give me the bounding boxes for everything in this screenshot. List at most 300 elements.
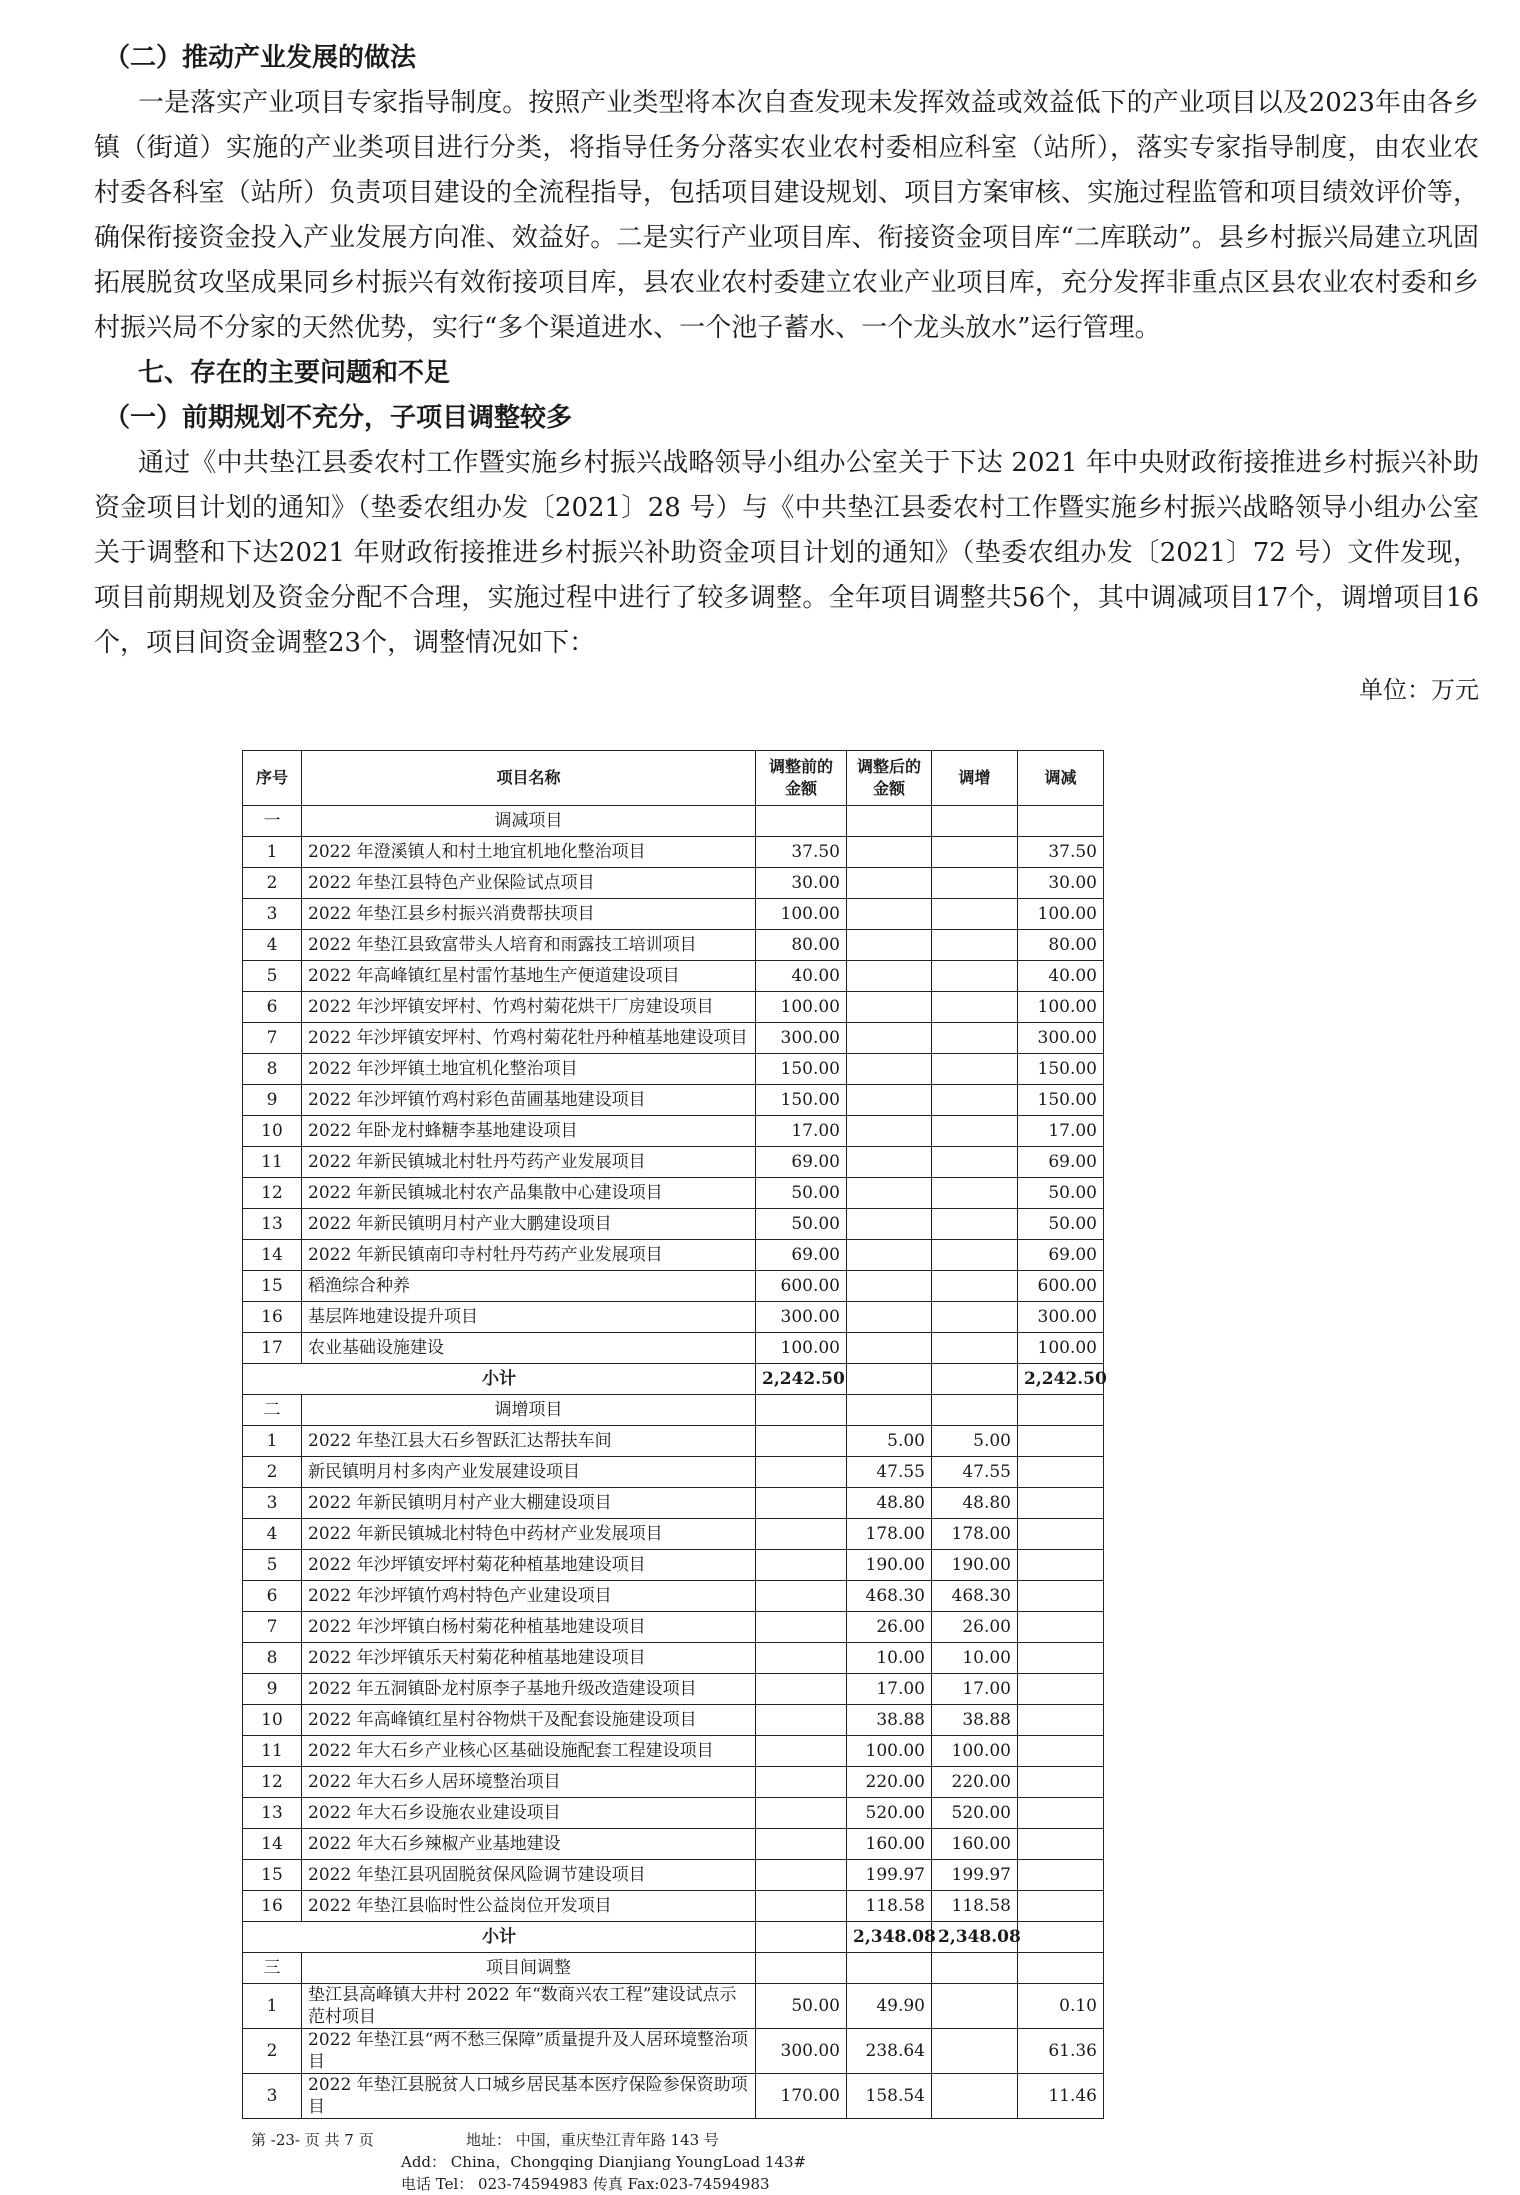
table-row [243, 1426, 1104, 1457]
decrease: 2,242.50 [1018, 1364, 1104, 1395]
amount-before: 100.00 [756, 992, 847, 1023]
row-number: 16 [243, 1891, 302, 1922]
amount-after [847, 1054, 932, 1085]
project-name: 2022 年垫江县特色产业保险试点项目 [302, 868, 756, 899]
amount-before [756, 1550, 847, 1581]
project-name: 新民镇明月村多肉产业发展建设项目 [302, 1457, 756, 1488]
table-row [243, 1333, 1104, 1364]
decrease [1018, 1705, 1104, 1736]
amount-before [756, 1581, 847, 1612]
decrease: 100.00 [1018, 1333, 1104, 1364]
table-row [243, 1581, 1104, 1612]
row-number: 6 [243, 992, 302, 1023]
row-number: 12 [243, 1178, 302, 1209]
amount-before [756, 1798, 847, 1829]
amount-before: 17.00 [756, 1116, 847, 1147]
amount-after: 2,348.08 [847, 1922, 932, 1953]
subtotal-label: 小计 [243, 1364, 756, 1395]
table-row [243, 1612, 1104, 1643]
amount-after: 190.00 [847, 1550, 932, 1581]
section-row [243, 806, 1104, 837]
empty-cell [847, 1953, 932, 1984]
col-header: 调整前的金额 [756, 751, 847, 806]
amount-before: 150.00 [756, 1054, 847, 1085]
section-row [243, 1953, 1104, 1984]
decrease [1018, 1550, 1104, 1581]
amount-after: 38.88 [847, 1705, 932, 1736]
amount-after: 178.00 [847, 1519, 932, 1550]
decrease: 37.50 [1018, 837, 1104, 868]
increase: 160.00 [932, 1829, 1018, 1860]
decrease: 11.46 [1018, 2074, 1104, 2119]
row-number: 14 [243, 1240, 302, 1271]
table-row [243, 837, 1104, 868]
decrease [1018, 1829, 1104, 1860]
row-number: 8 [243, 1054, 302, 1085]
project-name: 2022 年垫江县巩固脱贫保风险调节建设项目 [302, 1860, 756, 1891]
increase [932, 1147, 1018, 1178]
footer-address-en: Add： China，Chongqing Dianjiang YoungLoad 143# [401, 2153, 807, 2171]
project-name: 2022 年大石乡人居环境整治项目 [302, 1767, 756, 1798]
table-row [243, 868, 1104, 899]
increase: 118.58 [932, 1891, 1018, 1922]
increase [932, 868, 1018, 899]
amount-before [756, 1829, 847, 1860]
table-row [243, 1643, 1104, 1674]
table-row [243, 1116, 1104, 1147]
row-number: 8 [243, 1643, 302, 1674]
increase: 26.00 [932, 1612, 1018, 1643]
amount-after [847, 899, 932, 930]
decrease: 69.00 [1018, 1147, 1104, 1178]
table-row [243, 1519, 1104, 1550]
decrease [1018, 1643, 1104, 1674]
section-title: 调减项目 [302, 806, 756, 837]
amount-before: 50.00 [756, 1984, 847, 2029]
table-row [243, 961, 1104, 992]
increase [932, 1240, 1018, 1271]
row-number: 1 [243, 1426, 302, 1457]
col-header: 项目名称 [302, 751, 756, 806]
paragraph: 一是落实产业项目专家指导制度。按照产业类型将本次自查发现未发挥效益或效益低下的产业项目以及2023年由各乡镇（街道）实施的产业类项目进行分类，将指导任务分落实农业农村委相应科室（站所），落实专家指导制度，由农业农村委各科室（站所）负责项目建设的全流程指导，包括项目建设规划、项目方案审核、实施过程监管和项目绩效评价等，确保衔接资金投入产业发展方向准、效益好。二是实行产业项目库、衔接资金项目库“二库联动”。县乡村振兴局建立巩固拓展脱贫攻坚成果同乡村振兴有效衔接项目库，县农业农村委建立农业产业项目库，充分发挥非重点区县农业农村委和乡村振兴局不分家的天然优势，实行“多个渠道进水、一个池子蓄水、一个龙头放水”运行管理。 [94, 88, 1479, 343]
increase: 190.00 [932, 1550, 1018, 1581]
project-name: 2022 年垫江县临时性公益岗位开发项目 [302, 1891, 756, 1922]
project-name: 稻渔综合种养 [302, 1271, 756, 1302]
project-name: 2022 年沙坪镇土地宜机化整治项目 [302, 1054, 756, 1085]
table-row [243, 1178, 1104, 1209]
amount-before [756, 1519, 847, 1550]
amount-after: 220.00 [847, 1767, 932, 1798]
section-heading: （二）推动产业发展的做法 [104, 43, 417, 73]
row-number: 10 [243, 1116, 302, 1147]
increase [932, 961, 1018, 992]
row-number: 2 [243, 868, 302, 899]
amount-after: 17.00 [847, 1674, 932, 1705]
section-title: 项目间调整 [302, 1953, 756, 1984]
amount-after [847, 992, 932, 1023]
project-name: 2022 年沙坪镇竹鸡村特色产业建设项目 [302, 1581, 756, 1612]
amount-before: 50.00 [756, 1209, 847, 1240]
decrease: 80.00 [1018, 930, 1104, 961]
page-footer [0, 2129, 1520, 2195]
table-row [243, 1488, 1104, 1519]
decrease [1018, 1612, 1104, 1643]
project-name: 2022 年五洞镇卧龙村原李子基地升级改造建设项目 [302, 1674, 756, 1705]
decrease: 150.00 [1018, 1054, 1104, 1085]
amount-before: 69.00 [756, 1147, 847, 1178]
amount-before: 80.00 [756, 930, 847, 961]
table-row [243, 1767, 1104, 1798]
increase: 199.97 [932, 1860, 1018, 1891]
subsection-heading: （一）前期规划不充分，子项目调整较多 [104, 403, 573, 433]
table-row [243, 930, 1104, 961]
unit-label: 单位：万元 [1359, 676, 1479, 704]
project-name: 2022 年新民镇南印寺村牡丹芍药产业发展项目 [302, 1240, 756, 1271]
decrease: 50.00 [1018, 1178, 1104, 1209]
increase: 17.00 [932, 1674, 1018, 1705]
amount-before: 30.00 [756, 868, 847, 899]
amount-before [756, 1736, 847, 1767]
increase [932, 1116, 1018, 1147]
amount-before: 2,242.50 [756, 1364, 847, 1395]
project-name: 2022 年沙坪镇乐天村菊花种植基地建设项目 [302, 1643, 756, 1674]
table-row [243, 1984, 1104, 2029]
decrease: 61.36 [1018, 2029, 1104, 2074]
decrease [1018, 1798, 1104, 1829]
amount-before [756, 1767, 847, 1798]
project-name: 2022 年沙坪镇安坪村、竹鸡村菊花牡丹种植基地建设项目 [302, 1023, 756, 1054]
amount-before [756, 1457, 847, 1488]
increase [932, 930, 1018, 961]
project-name: 2022 年新民镇城北村农产品集散中心建设项目 [302, 1178, 756, 1209]
decrease [1018, 1767, 1104, 1798]
table-row [243, 2074, 1104, 2119]
col-header: 序号 [243, 751, 302, 806]
amount-before: 150.00 [756, 1085, 847, 1116]
increase: 220.00 [932, 1767, 1018, 1798]
row-number: 12 [243, 1767, 302, 1798]
row-number: 6 [243, 1581, 302, 1612]
decrease [1018, 1860, 1104, 1891]
amount-after [847, 1333, 932, 1364]
amount-after [847, 1240, 932, 1271]
decrease [1018, 1736, 1104, 1767]
table-row [243, 1085, 1104, 1116]
row-number: 11 [243, 1736, 302, 1767]
project-name: 2022 年高峰镇红星村谷物烘干及配套设施建设项目 [302, 1705, 756, 1736]
table-row [243, 899, 1104, 930]
increase: 2,348.08 [932, 1922, 1018, 1953]
project-name: 2022 年沙坪镇竹鸡村彩色苗圃基地建设项目 [302, 1085, 756, 1116]
amount-before: 69.00 [756, 1240, 847, 1271]
amount-before: 37.50 [756, 837, 847, 868]
decrease: 300.00 [1018, 1302, 1104, 1333]
increase [932, 1023, 1018, 1054]
row-number: 9 [243, 1674, 302, 1705]
amount-after: 47.55 [847, 1457, 932, 1488]
project-name: 2022 年卧龙村蜂糖李基地建设项目 [302, 1116, 756, 1147]
decrease [1018, 1891, 1104, 1922]
increase [932, 899, 1018, 930]
decrease: 30.00 [1018, 868, 1104, 899]
amount-before: 300.00 [756, 1302, 847, 1333]
subtotal-row [243, 1364, 1104, 1395]
row-number: 1 [243, 1984, 302, 2029]
row-number: 11 [243, 1147, 302, 1178]
row-number: 7 [243, 1612, 302, 1643]
empty-cell [932, 1953, 1018, 1984]
section-number: 二 [243, 1395, 302, 1426]
subtotal-label: 小计 [243, 1922, 756, 1953]
amount-before: 100.00 [756, 1333, 847, 1364]
empty-cell [847, 1395, 932, 1426]
project-name: 2022 年高峰镇红星村雷竹基地生产便道建设项目 [302, 961, 756, 992]
table-row [243, 1054, 1104, 1085]
project-name: 2022 年新民镇明月村产业大鹏建设项目 [302, 1209, 756, 1240]
chapter-heading: 七、存在的主要问题和不足 [138, 358, 451, 388]
decrease: 0.10 [1018, 1984, 1104, 2029]
empty-cell [756, 1953, 847, 1984]
amount-after [847, 1271, 932, 1302]
empty-cell [1018, 1953, 1104, 1984]
increase [932, 1085, 1018, 1116]
decrease: 50.00 [1018, 1209, 1104, 1240]
amount-before [756, 1860, 847, 1891]
decrease [1018, 1922, 1104, 1953]
amount-before: 100.00 [756, 899, 847, 930]
amount-after [847, 1302, 932, 1333]
empty-cell [756, 806, 847, 837]
section-number: 三 [243, 1953, 302, 1984]
table-row [243, 1674, 1104, 1705]
empty-cell [1018, 806, 1104, 837]
amount-before [756, 1426, 847, 1457]
project-name: 2022 年沙坪镇白杨村菊花种植基地建设项目 [302, 1612, 756, 1643]
amount-after [847, 930, 932, 961]
table-row [243, 1023, 1104, 1054]
amount-before: 300.00 [756, 2029, 847, 2074]
project-name: 2022 年沙坪镇安坪村菊花种植基地建设项目 [302, 1550, 756, 1581]
row-number: 7 [243, 1023, 302, 1054]
increase [932, 1271, 1018, 1302]
project-name: 2022 年垫江县大石乡智跃汇达帮扶车间 [302, 1426, 756, 1457]
row-number: 5 [243, 961, 302, 992]
increase: 47.55 [932, 1457, 1018, 1488]
row-number: 17 [243, 1333, 302, 1364]
row-number: 9 [243, 1085, 302, 1116]
row-number: 3 [243, 899, 302, 930]
increase [932, 992, 1018, 1023]
increase: 178.00 [932, 1519, 1018, 1550]
project-name: 2022 年新民镇城北村特色中药材产业发展项目 [302, 1519, 756, 1550]
project-name: 2022 年沙坪镇安坪村、竹鸡村菊花烘干厂房建设项目 [302, 992, 756, 1023]
amount-after: 26.00 [847, 1612, 932, 1643]
increase: 10.00 [932, 1643, 1018, 1674]
decrease: 100.00 [1018, 899, 1104, 930]
decrease: 100.00 [1018, 992, 1104, 1023]
footer-address: 地址： 中国，重庆垫江青年路 143 号 [466, 2131, 719, 2149]
increase: 520.00 [932, 1798, 1018, 1829]
decrease: 40.00 [1018, 961, 1104, 992]
project-name: 基层阵地建设提升项目 [302, 1302, 756, 1333]
project-name: 2022 年垫江县“两不愁三保障”质量提升及人居环境整治项目 [302, 2029, 756, 2074]
amount-after: 468.30 [847, 1581, 932, 1612]
amount-after [847, 1116, 932, 1147]
amount-before [756, 1674, 847, 1705]
table-header [243, 751, 1104, 806]
project-name: 2022 年大石乡设施农业建设项目 [302, 1798, 756, 1829]
amount-after: 100.00 [847, 1736, 932, 1767]
row-number: 2 [243, 2029, 302, 2074]
amount-after: 238.64 [847, 2029, 932, 2074]
project-name: 2022 年垫江县脱贫人口城乡居民基本医疗保险参保资助项目 [302, 2074, 756, 2119]
amount-before [756, 1488, 847, 1519]
amount-after: 158.54 [847, 2074, 932, 2119]
increase [932, 2074, 1018, 2119]
amount-before: 300.00 [756, 1023, 847, 1054]
table-row [243, 1550, 1104, 1581]
increase [932, 1984, 1018, 2029]
table-row [243, 1705, 1104, 1736]
project-name: 2022 年澄溪镇人和村土地宜机地化整治项目 [302, 837, 756, 868]
amount-after: 520.00 [847, 1798, 932, 1829]
amount-after: 160.00 [847, 1829, 932, 1860]
row-number: 1 [243, 837, 302, 868]
amount-before: 50.00 [756, 1178, 847, 1209]
table-row [243, 1798, 1104, 1829]
row-number: 14 [243, 1829, 302, 1860]
table-row [243, 1736, 1104, 1767]
empty-cell [932, 1395, 1018, 1426]
amount-before [756, 1922, 847, 1953]
empty-cell [847, 806, 932, 837]
project-name: 垫江县高峰镇大井村 2022 年“数商兴农工程”建设试点示范村项目 [302, 1984, 756, 2029]
table-row [243, 1240, 1104, 1271]
project-name: 2022 年新民镇明月村产业大棚建设项目 [302, 1488, 756, 1519]
amount-after: 49.90 [847, 1984, 932, 2029]
amount-after [847, 1023, 932, 1054]
amount-before: 40.00 [756, 961, 847, 992]
paragraph: 通过《中共垫江县委农村工作暨实施乡村振兴战略领导小组办公室关于下达 2021 年中央财政衔接推进乡村振兴补助资金项目计划的通知》（垫委农组办发〔2021〕28 号）与《中共垫江县委农村工作暨实施乡村振兴战略领导小组办公室关于调整和下达2021 年财政衔接推进乡村振兴补助资金项目计划的通知》（垫委农组办发〔2021〕72 号）文件发现，项目前期规划及资金分配不合理，实施过程中进行了较多调整。全年项目调整共56个，其中调减项目17个，调增项目16个，项目间资金调整23个，调整情况如下： [94, 448, 1479, 658]
decrease [1018, 1488, 1104, 1519]
row-number: 3 [243, 2074, 302, 2119]
row-number: 10 [243, 1705, 302, 1736]
row-number: 4 [243, 1519, 302, 1550]
increase [932, 1333, 1018, 1364]
increase [932, 2029, 1018, 2074]
table-row [243, 1860, 1104, 1891]
increase [932, 1178, 1018, 1209]
amount-after [847, 961, 932, 992]
decrease [1018, 1457, 1104, 1488]
row-number: 5 [243, 1550, 302, 1581]
amount-after: 10.00 [847, 1643, 932, 1674]
table-row [243, 1209, 1104, 1240]
decrease [1018, 1519, 1104, 1550]
document-page [0, 0, 1520, 740]
amount-after: 5.00 [847, 1426, 932, 1457]
increase: 38.88 [932, 1705, 1018, 1736]
decrease [1018, 1581, 1104, 1612]
amount-after [847, 1147, 932, 1178]
increase [932, 1054, 1018, 1085]
amount-after: 199.97 [847, 1860, 932, 1891]
table-row [243, 1457, 1104, 1488]
table-row [243, 1302, 1104, 1333]
project-name: 2022 年垫江县致富带头人培育和雨露技工培训项目 [302, 930, 756, 961]
decrease: 300.00 [1018, 1023, 1104, 1054]
decrease [1018, 1426, 1104, 1457]
empty-cell [1018, 1395, 1104, 1426]
project-name: 农业基础设施建设 [302, 1333, 756, 1364]
decrease: 17.00 [1018, 1116, 1104, 1147]
increase [932, 1364, 1018, 1395]
section-row [243, 1395, 1104, 1426]
decrease [1018, 1674, 1104, 1705]
section-title: 调增项目 [302, 1395, 756, 1426]
decrease: 600.00 [1018, 1271, 1104, 1302]
decrease: 69.00 [1018, 1240, 1104, 1271]
increase [932, 1209, 1018, 1240]
increase: 100.00 [932, 1736, 1018, 1767]
table-row [243, 2029, 1104, 2074]
amount-before [756, 1612, 847, 1643]
project-name: 2022 年大石乡辣椒产业基地建设 [302, 1829, 756, 1860]
adjustment-table [242, 750, 1107, 2119]
increase [932, 837, 1018, 868]
row-number: 13 [243, 1798, 302, 1829]
footer-phone: 电话 Tel： 023-74594983 传真 Fax:023-74594983 [401, 2175, 770, 2193]
increase: 5.00 [932, 1426, 1018, 1457]
amount-before [756, 1891, 847, 1922]
row-number: 15 [243, 1271, 302, 1302]
amount-before: 600.00 [756, 1271, 847, 1302]
row-number: 3 [243, 1488, 302, 1519]
table-row [243, 1147, 1104, 1178]
empty-cell [932, 806, 1018, 837]
table-row [243, 1271, 1104, 1302]
project-name: 2022 年垫江县乡村振兴消费帮扶项目 [302, 899, 756, 930]
row-number: 16 [243, 1302, 302, 1333]
amount-before [756, 1643, 847, 1674]
amount-after: 48.80 [847, 1488, 932, 1519]
row-number: 2 [243, 1457, 302, 1488]
amount-before [756, 1705, 847, 1736]
amount-after [847, 868, 932, 899]
increase: 468.30 [932, 1581, 1018, 1612]
page-number: 第 -23- 页 共 7 页 [251, 2131, 374, 2149]
row-number: 4 [243, 930, 302, 961]
amount-after [847, 1085, 932, 1116]
empty-cell [756, 1395, 847, 1426]
increase: 48.80 [932, 1488, 1018, 1519]
amount-after [847, 1178, 932, 1209]
section-number: 一 [243, 806, 302, 837]
project-name: 2022 年新民镇城北村牡丹芍药产业发展项目 [302, 1147, 756, 1178]
amount-after [847, 837, 932, 868]
amount-after [847, 1364, 932, 1395]
subtotal-row [243, 1922, 1104, 1953]
amount-after [847, 1209, 932, 1240]
table-row [243, 1891, 1104, 1922]
table-row [243, 992, 1104, 1023]
project-name: 2022 年大石乡产业核心区基础设施配套工程建设项目 [302, 1736, 756, 1767]
amount-before: 170.00 [756, 2074, 847, 2119]
col-header: 调增 [932, 751, 1018, 806]
row-number: 15 [243, 1860, 302, 1891]
increase [932, 1302, 1018, 1333]
decrease: 150.00 [1018, 1085, 1104, 1116]
